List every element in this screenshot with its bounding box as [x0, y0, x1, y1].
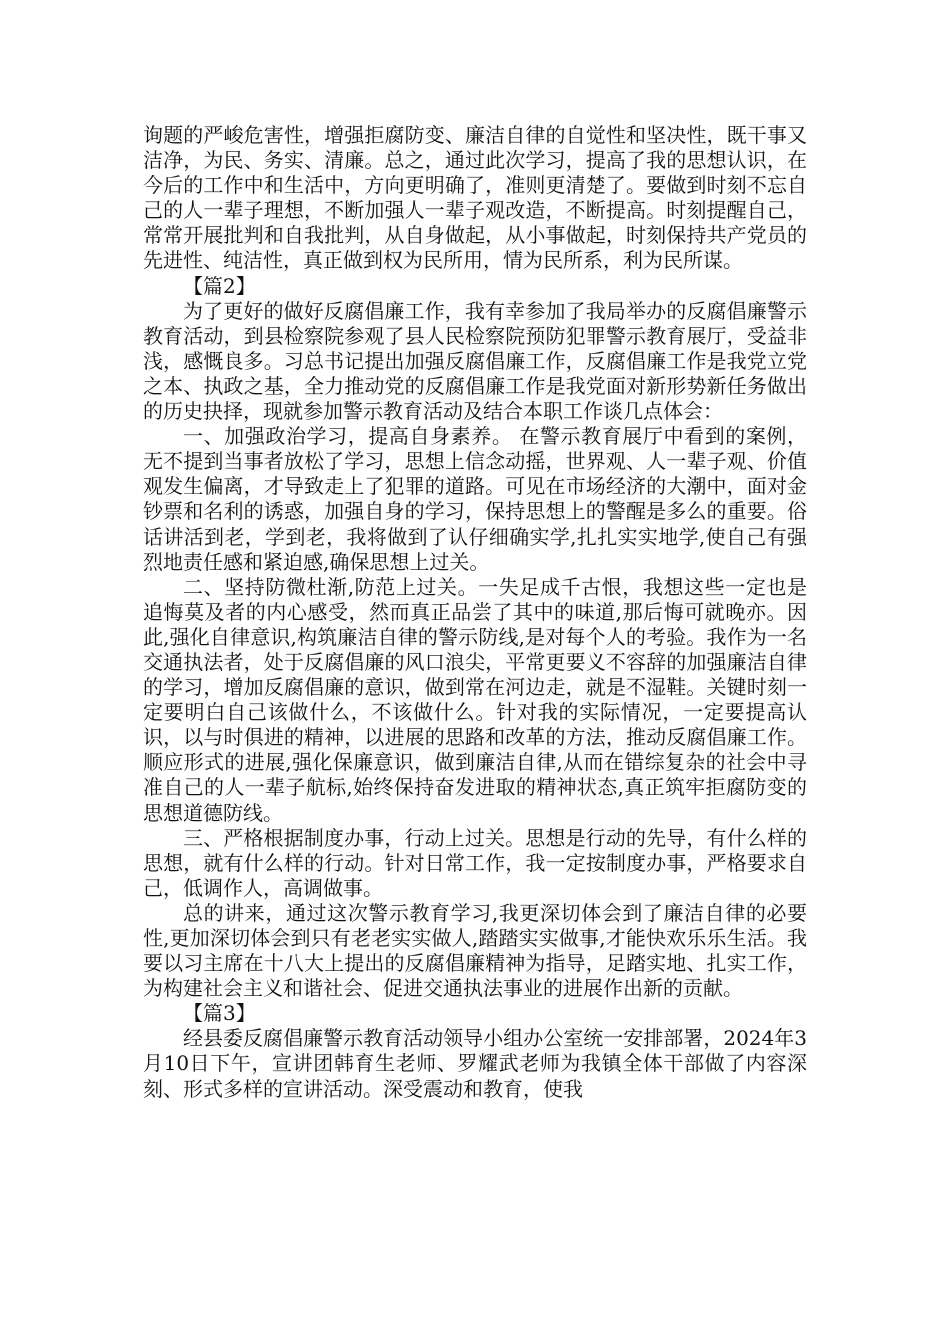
paragraph-continued: 询题的严峻危害性，增强拒腐防变、廉洁自律的自觉性和坚决性，既干事又洁净，为民、务实、清廉。总之，通过此次学习，提高了我的思想认识，在今后的工作中和生活中，方向更明确了，准则更清楚了。要做到时刻不忘自己的人一辈子理想，不断加强人一辈子观改造，不断提高。时刻提醒自己，常常开展批判和自我批判，从自身做起，从小事做起，时刻保持共产党员的先进性、纯洁性，真正做到权为民所用，情为民所系，利为民所谋。 — [143, 123, 807, 273]
section-heading-3: 【篇3】 — [183, 1001, 256, 1026]
paragraph-point-3: 三、严格根据制度办事，行动上过关。思想是行动的先导，有什么样的思想，就有什么样的行动。针对日常工作，我一定按制度办事，严格要求自己，低调作人，高调做事。 — [143, 825, 807, 900]
section-heading-2: 【篇2】 — [183, 273, 256, 298]
document-body — [143, 123, 807, 1102]
paragraph-summary: 总的讲来，通过这次警示教育学习,我更深切体会到了廉洁自律的必要性,更加深切体会到只有老老实实做人,踏踏实实做事,才能快欢乐乐生活。我要以习主席在十八大上提出的反腐倡廉精神为指导，足踏实地、扎实工作，为构建社会主义和谐社会、促进交通执法事业的进展作出新的贡献。 — [143, 900, 807, 1001]
paragraph-intro-2: 为了更好的做好反腐倡廉工作，我有幸参加了我局举办的反腐倡廉警示教育活动，到县检察院参观了县人民检察院预防犯罪警示教育展厅，受益非浅，感慨良多。习总书记提出加强反腐倡廉工作，反腐倡廉工作是我党立党之本、执政之基，全力推动党的反腐倡廉工作是我党面对新形势新任务做出的历史抉择，现就参加警示教育活动及结合本职工作谈几点体会： — [143, 298, 807, 424]
paragraph-point-1: 一、加强政治学习，提高自身素养。 在警示教育展厅中看到的案例，无不提到当事者放松了学习，思想上信念动摇，世界观、人一辈子观、价值观发生偏离，才导致走上了犯罪的道路。可见在市场经济的大潮中，面对金钞票和名利的诱惑，加强自身的学习，保持思想上的警醒是多么的重要。俗话讲活到老，学到老，我将做到了认仔细确实学,扎扎实实地学,使自己有强烈地责任感和紧迫感,确保思想上过关。 — [143, 424, 807, 574]
paragraph-intro-3: 经县委反腐倡廉警示教育活动领导小组办公室统一安排部署，2024年3月10日下午，宣讲团韩育生老师、罗耀武老师为我镇全体干部做了内容深刻、形式多样的宣讲活动。深受震动和教育，使我 — [143, 1026, 807, 1101]
paragraph-point-2: 二、坚持防微杜渐,防范上过关。一失足成千古恨，我想这些一定也是追悔莫及者的内心感受，然而真正品尝了其中的味道,那后悔可就晚亦。因此,强化自律意识,构筑廉洁自律的警示防线,是对每个人的考验。我作为一名交通执法者，处于反腐倡廉的风口浪尖，平常更要义不容辞的加强廉洁自律的学习，增加反腐倡廉的意识，做到常在河边走，就是不湿鞋。关键时刻一定要明白自己该做什么，不该做什么。针对我的实际情况，一定要提高认识，以与时俱进的精神，以进展的思路和改革的方法，推动反腐倡廉工作。顺应形式的进展,强化保廉意识，做到廉洁自律,从而在错综复杂的社会中寻准自己的人一辈子航标,始终保持奋发进取的精神状态,真正筑牢拒腐防变的思想道德防线。 — [143, 574, 807, 825]
